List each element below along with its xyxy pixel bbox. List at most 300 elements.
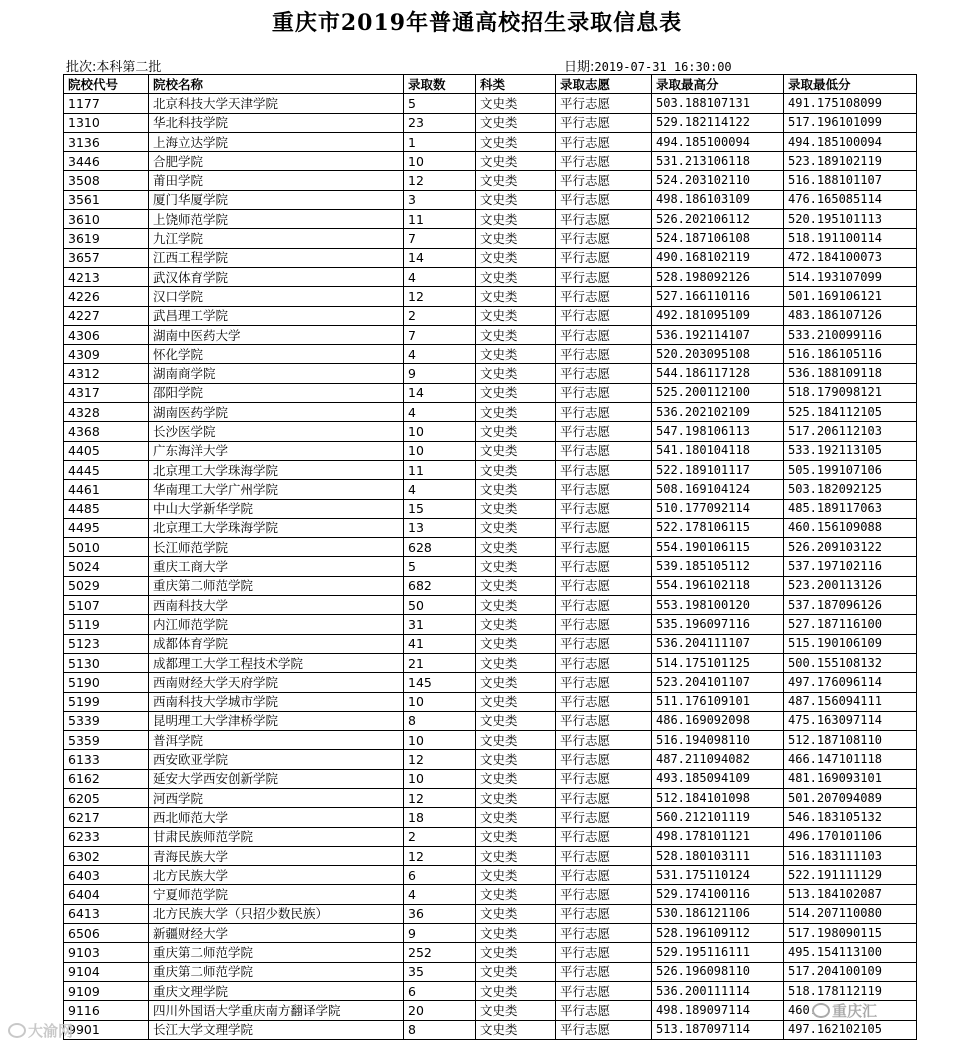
cell-count: 12: [404, 171, 476, 190]
cell-choice: 平行志愿: [556, 924, 652, 943]
cell-max: 498.178101121: [652, 827, 784, 846]
watermark-right: [812, 1000, 877, 1021]
cell-category: 文史类: [476, 846, 556, 865]
cell-name: 西安欧亚学院: [149, 750, 404, 769]
cell-name: 甘肃民族师范学院: [149, 827, 404, 846]
col-header-min: 录取最低分: [784, 75, 917, 94]
cell-choice: 平行志愿: [556, 634, 652, 653]
cell-min: 514.207110080: [784, 904, 917, 923]
cell-min: 495.154113100: [784, 943, 917, 962]
weibo-icon: [8, 1023, 26, 1038]
cell-choice: 平行志愿: [556, 576, 652, 595]
cell-choice: 平行志愿: [556, 190, 652, 209]
batch-label: 批次:本科第二批: [66, 60, 162, 75]
table-row: [64, 653, 917, 672]
cell-category: 文史类: [476, 94, 556, 113]
cell-count: 6: [404, 866, 476, 885]
cell-min: 533.192113105: [784, 441, 917, 460]
cell-max: 544.186117128: [652, 364, 784, 383]
cell-code: 4309: [64, 345, 149, 364]
col-header-name: 院校名称: [149, 75, 404, 94]
cell-choice: 平行志愿: [556, 480, 652, 499]
table-row: [64, 345, 917, 364]
cell-category: 文史类: [476, 711, 556, 730]
cell-code: 9103: [64, 943, 149, 962]
cell-category: 文史类: [476, 615, 556, 634]
cell-count: 12: [404, 750, 476, 769]
cell-count: 8: [404, 1020, 476, 1039]
cell-code: 6205: [64, 788, 149, 807]
cell-code: 9116: [64, 1001, 149, 1020]
cell-max: 528.198092126: [652, 267, 784, 286]
cell-max: 522.178106115: [652, 518, 784, 537]
cell-code: 5010: [64, 538, 149, 557]
cell-name: 四川外国语大学重庆南方翻译学院: [149, 1001, 404, 1020]
cell-choice: 平行志愿: [556, 711, 652, 730]
cell-choice: 平行志愿: [556, 653, 652, 672]
cell-code: 4495: [64, 518, 149, 537]
cell-name: 重庆文理学院: [149, 981, 404, 1000]
cell-category: 文史类: [476, 788, 556, 807]
cell-code: 1177: [64, 94, 149, 113]
cell-name: 武汉体育学院: [149, 267, 404, 286]
cell-max: 529.182114122: [652, 113, 784, 132]
cell-min: 503.182092125: [784, 480, 917, 499]
col-header-category: 科类: [476, 75, 556, 94]
cell-min: 483.186107126: [784, 306, 917, 325]
cell-code: 3619: [64, 229, 149, 248]
cell-name: 北京理工大学珠海学院: [149, 518, 404, 537]
cell-choice: 平行志愿: [556, 325, 652, 344]
cell-category: 文史类: [476, 924, 556, 943]
cell-max: 553.198100120: [652, 596, 784, 615]
cell-code: 4368: [64, 422, 149, 441]
cell-count: 4: [404, 480, 476, 499]
cell-choice: 平行志愿: [556, 383, 652, 402]
cell-code: 5130: [64, 653, 149, 672]
cell-max: 490.168102119: [652, 248, 784, 267]
table-row: [64, 924, 917, 943]
table-row: [64, 538, 917, 557]
cell-name: 成都体育学院: [149, 634, 404, 653]
cell-category: 文史类: [476, 287, 556, 306]
table-row: [64, 210, 917, 229]
cell-choice: 平行志愿: [556, 499, 652, 518]
admission-table: [63, 74, 917, 1040]
cell-max: 512.184101098: [652, 788, 784, 807]
cell-count: 9: [404, 364, 476, 383]
cell-min: 485.189117063: [784, 499, 917, 518]
cell-choice: 平行志愿: [556, 287, 652, 306]
table-row: [64, 480, 917, 499]
cell-code: 6217: [64, 808, 149, 827]
cell-name: 河西学院: [149, 788, 404, 807]
date-label: 日期:: [564, 60, 595, 75]
cell-name: 西南科技大学城市学院: [149, 692, 404, 711]
cell-max: 523.204101107: [652, 673, 784, 692]
cell-code: 5199: [64, 692, 149, 711]
cell-name: 汉口学院: [149, 287, 404, 306]
table-body: [64, 94, 917, 1040]
cell-category: 文史类: [476, 190, 556, 209]
cell-name: 厦门华厦学院: [149, 190, 404, 209]
cell-choice: 平行志愿: [556, 596, 652, 615]
cell-code: 5359: [64, 731, 149, 750]
cell-code: 4306: [64, 325, 149, 344]
cell-name: 莆田学院: [149, 171, 404, 190]
cell-code: 4445: [64, 460, 149, 479]
table-row: [64, 576, 917, 595]
table-row: [64, 943, 917, 962]
cell-category: 文史类: [476, 132, 556, 151]
cell-min: 515.190106109: [784, 634, 917, 653]
cell-max: 529.174100116: [652, 885, 784, 904]
cell-code: 6506: [64, 924, 149, 943]
table-row: [64, 113, 917, 132]
cell-name: 长江大学文理学院: [149, 1020, 404, 1039]
page-title: 重庆市2019年普通高校招生录取信息表: [271, 10, 683, 36]
col-header-choice: 录取志愿: [556, 75, 652, 94]
cell-code: 4213: [64, 267, 149, 286]
cell-max: 536.204111107: [652, 634, 784, 653]
cell-min: 494.185100094: [784, 132, 917, 151]
cell-code: 4328: [64, 403, 149, 422]
table-row: [64, 94, 917, 113]
cell-choice: 平行志愿: [556, 827, 652, 846]
cell-min: 526.209103122: [784, 538, 917, 557]
cell-min: 516.188101107: [784, 171, 917, 190]
col-header-count: 录取数: [404, 75, 476, 94]
cell-max: 541.180104118: [652, 441, 784, 460]
cell-count: 12: [404, 846, 476, 865]
table-row: [64, 981, 917, 1000]
cell-min: 516.183111103: [784, 846, 917, 865]
cell-choice: 平行志愿: [556, 808, 652, 827]
cell-count: 10: [404, 441, 476, 460]
cell-min: 491.175108099: [784, 94, 917, 113]
cell-min: 472.184100073: [784, 248, 917, 267]
cell-code: 3136: [64, 132, 149, 151]
cell-choice: 平行志愿: [556, 557, 652, 576]
cell-category: 文史类: [476, 904, 556, 923]
cell-count: 2: [404, 827, 476, 846]
cell-min: 523.200113126: [784, 576, 917, 595]
cell-code: 3508: [64, 171, 149, 190]
cell-name: 西南财经大学天府学院: [149, 673, 404, 692]
cell-min: 505.199107106: [784, 460, 917, 479]
cell-name: 邵阳学院: [149, 383, 404, 402]
cell-category: 文史类: [476, 248, 556, 267]
cell-max: 514.175101125: [652, 653, 784, 672]
cell-name: 上海立达学院: [149, 132, 404, 151]
cell-min: 501.169106121: [784, 287, 917, 306]
cell-choice: 平行志愿: [556, 692, 652, 711]
cell-count: 10: [404, 769, 476, 788]
cell-count: 31: [404, 615, 476, 634]
cell-min: 546.183105132: [784, 808, 917, 827]
cell-min: 496.170101106: [784, 827, 917, 846]
cell-max: 529.195116111: [652, 943, 784, 962]
cell-min: 476.165085114: [784, 190, 917, 209]
cell-choice: 平行志愿: [556, 113, 652, 132]
cell-max: 528.196109112: [652, 924, 784, 943]
cell-category: 文史类: [476, 750, 556, 769]
cell-max: 503.188107131: [652, 94, 784, 113]
cell-name: 华南理工大学广州学院: [149, 480, 404, 499]
cell-category: 文史类: [476, 1020, 556, 1039]
cell-code: 6162: [64, 769, 149, 788]
cell-min: 466.147101118: [784, 750, 917, 769]
cell-name: 重庆第二师范学院: [149, 943, 404, 962]
cell-code: 5107: [64, 596, 149, 615]
cell-code: 4227: [64, 306, 149, 325]
cell-name: 北京理工大学珠海学院: [149, 460, 404, 479]
cell-choice: 平行志愿: [556, 132, 652, 151]
cell-code: 9901: [64, 1020, 149, 1039]
cell-name: 湖南商学院: [149, 364, 404, 383]
cell-code: 6403: [64, 866, 149, 885]
cell-max: 520.203095108: [652, 345, 784, 364]
cell-count: 12: [404, 287, 476, 306]
cell-max: 513.187097114: [652, 1020, 784, 1039]
cell-min: 514.193107099: [784, 267, 917, 286]
cell-category: 文史类: [476, 634, 556, 653]
cell-code: 6413: [64, 904, 149, 923]
cell-name: 昆明理工大学津桥学院: [149, 711, 404, 730]
cell-min: 518.179098121: [784, 383, 917, 402]
cell-choice: 平行志愿: [556, 248, 652, 267]
cell-count: 23: [404, 113, 476, 132]
cell-count: 41: [404, 634, 476, 653]
date-value: 2019-07-31 16:30:00: [594, 60, 732, 74]
table-row: [64, 267, 917, 286]
cell-category: 文史类: [476, 306, 556, 325]
cell-code: 3446: [64, 152, 149, 171]
cell-name: 西北师范大学: [149, 808, 404, 827]
cell-code: 5119: [64, 615, 149, 634]
cell-count: 12: [404, 788, 476, 807]
cell-name: 北方民族大学（只招少数民族）: [149, 904, 404, 923]
cell-category: 文史类: [476, 538, 556, 557]
wechat-icon: [812, 1003, 830, 1018]
cell-count: 14: [404, 248, 476, 267]
cell-min: 512.187108110: [784, 731, 917, 750]
cell-max: 547.198106113: [652, 422, 784, 441]
cell-code: 4312: [64, 364, 149, 383]
cell-min: 481.169093101: [784, 769, 917, 788]
cell-choice: 平行志愿: [556, 538, 652, 557]
cell-category: 文史类: [476, 480, 556, 499]
cell-name: 湖南医药学院: [149, 403, 404, 422]
cell-min: 517.196101099: [784, 113, 917, 132]
table-row: [64, 441, 917, 460]
cell-min: 537.187096126: [784, 596, 917, 615]
cell-min: 517.204100109: [784, 962, 917, 981]
cell-min: 536.188109118: [784, 364, 917, 383]
cell-name: 湖南中医药大学: [149, 325, 404, 344]
cell-max: 492.181095109: [652, 306, 784, 325]
cell-count: 36: [404, 904, 476, 923]
cell-max: 536.202102109: [652, 403, 784, 422]
cell-category: 文史类: [476, 576, 556, 595]
cell-category: 文史类: [476, 403, 556, 422]
cell-min: 497.162102105: [784, 1020, 917, 1039]
table-row: [64, 866, 917, 885]
cell-max: 539.185105112: [652, 557, 784, 576]
cell-name: 北京科技大学天津学院: [149, 94, 404, 113]
cell-code: 9104: [64, 962, 149, 981]
cell-category: 文史类: [476, 653, 556, 672]
cell-count: 9: [404, 924, 476, 943]
cell-count: 10: [404, 731, 476, 750]
cell-category: 文史类: [476, 152, 556, 171]
cell-count: 10: [404, 152, 476, 171]
cell-choice: 平行志愿: [556, 943, 652, 962]
cell-max: 511.176109101: [652, 692, 784, 711]
cell-max: 554.190106115: [652, 538, 784, 557]
cell-max: 524.203102110: [652, 171, 784, 190]
cell-count: 35: [404, 962, 476, 981]
cell-max: 526.196098110: [652, 962, 784, 981]
cell-code: 5024: [64, 557, 149, 576]
cell-code: 5123: [64, 634, 149, 653]
cell-category: 文史类: [476, 731, 556, 750]
cell-choice: 平行志愿: [556, 1020, 652, 1039]
cell-choice: 平行志愿: [556, 345, 652, 364]
cell-min: 497.176096114: [784, 673, 917, 692]
cell-min: 516.186105116: [784, 345, 917, 364]
table-row: [64, 422, 917, 441]
cell-code: 6233: [64, 827, 149, 846]
cell-category: 文史类: [476, 557, 556, 576]
cell-choice: 平行志愿: [556, 518, 652, 537]
table-row: [64, 596, 917, 615]
table-row: [64, 325, 917, 344]
table-row: [64, 827, 917, 846]
cell-name: 长沙医学院: [149, 422, 404, 441]
cell-min: 522.191111129: [784, 866, 917, 885]
cell-min: 517.198090115: [784, 924, 917, 943]
cell-choice: 平行志愿: [556, 885, 652, 904]
cell-max: 522.189101117: [652, 460, 784, 479]
cell-count: 6: [404, 981, 476, 1000]
table-row: [64, 962, 917, 981]
table-row: [64, 769, 917, 788]
cell-count: 50: [404, 596, 476, 615]
cell-count: 2: [404, 306, 476, 325]
cell-min: 525.184112105: [784, 403, 917, 422]
cell-choice: 平行志愿: [556, 422, 652, 441]
cell-max: 525.200112100: [652, 383, 784, 402]
table-row: [64, 152, 917, 171]
table-row: [64, 518, 917, 537]
cell-category: 文史类: [476, 808, 556, 827]
cell-category: 文史类: [476, 460, 556, 479]
col-header-max: 录取最高分: [652, 75, 784, 94]
table-row: [64, 383, 917, 402]
cell-count: 13: [404, 518, 476, 537]
cell-code: 6404: [64, 885, 149, 904]
cell-choice: 平行志愿: [556, 441, 652, 460]
cell-count: 20: [404, 1001, 476, 1020]
table-row: [64, 750, 917, 769]
cell-max: 487.211094082: [652, 750, 784, 769]
cell-name: 重庆工商大学: [149, 557, 404, 576]
watermark-right-text: 重庆汇: [832, 1002, 878, 1020]
cell-category: 文史类: [476, 113, 556, 132]
cell-code: 4461: [64, 480, 149, 499]
cell-max: 560.212101119: [652, 808, 784, 827]
cell-category: 文史类: [476, 885, 556, 904]
table-row: [64, 364, 917, 383]
cell-category: 文史类: [476, 596, 556, 615]
table-row: [64, 731, 917, 750]
cell-category: 文史类: [476, 345, 556, 364]
col-header-code: 院校代号: [64, 75, 149, 94]
cell-choice: 平行志愿: [556, 403, 652, 422]
cell-min: 518.191100114: [784, 229, 917, 248]
cell-choice: 平行志愿: [556, 210, 652, 229]
cell-min: 533.210099116: [784, 325, 917, 344]
table-row: [64, 885, 917, 904]
cell-choice: 平行志愿: [556, 769, 652, 788]
cell-min: 537.197102116: [784, 557, 917, 576]
cell-min: 500.155108132: [784, 653, 917, 672]
cell-choice: 平行志愿: [556, 981, 652, 1000]
cell-name: 江西工程学院: [149, 248, 404, 267]
cell-category: 文史类: [476, 943, 556, 962]
cell-max: 531.213106118: [652, 152, 784, 171]
cell-min: 487.156094111: [784, 692, 917, 711]
table-row: [64, 499, 917, 518]
cell-count: 10: [404, 692, 476, 711]
cell-category: 文史类: [476, 267, 556, 286]
cell-name: 合肥学院: [149, 152, 404, 171]
cell-category: 文史类: [476, 210, 556, 229]
cell-max: 526.202106112: [652, 210, 784, 229]
cell-count: 11: [404, 460, 476, 479]
cell-min: 518.178112119: [784, 981, 917, 1000]
cell-count: 15: [404, 499, 476, 518]
cell-category: 文史类: [476, 518, 556, 537]
cell-choice: 平行志愿: [556, 615, 652, 634]
cell-choice: 平行志愿: [556, 731, 652, 750]
cell-name: 成都理工大学工程技术学院: [149, 653, 404, 672]
cell-code: 3657: [64, 248, 149, 267]
cell-choice: 平行志愿: [556, 1001, 652, 1020]
table-row: [64, 132, 917, 151]
cell-category: 文史类: [476, 866, 556, 885]
cell-category: 文史类: [476, 962, 556, 981]
cell-max: 493.185094109: [652, 769, 784, 788]
cell-count: 18: [404, 808, 476, 827]
cell-count: 4: [404, 885, 476, 904]
cell-max: 524.187106108: [652, 229, 784, 248]
cell-min: 460.156109088: [784, 518, 917, 537]
cell-name: 内江师范学院: [149, 615, 404, 634]
table-row: [64, 171, 917, 190]
cell-category: 文史类: [476, 325, 556, 344]
table-row: [64, 229, 917, 248]
cell-count: 4: [404, 403, 476, 422]
cell-choice: 平行志愿: [556, 962, 652, 981]
table-row: [64, 692, 917, 711]
cell-count: 145: [404, 673, 476, 692]
cell-category: 文史类: [476, 499, 556, 518]
table-row: [64, 711, 917, 730]
cell-max: 530.186121106: [652, 904, 784, 923]
cell-category: 文史类: [476, 692, 556, 711]
